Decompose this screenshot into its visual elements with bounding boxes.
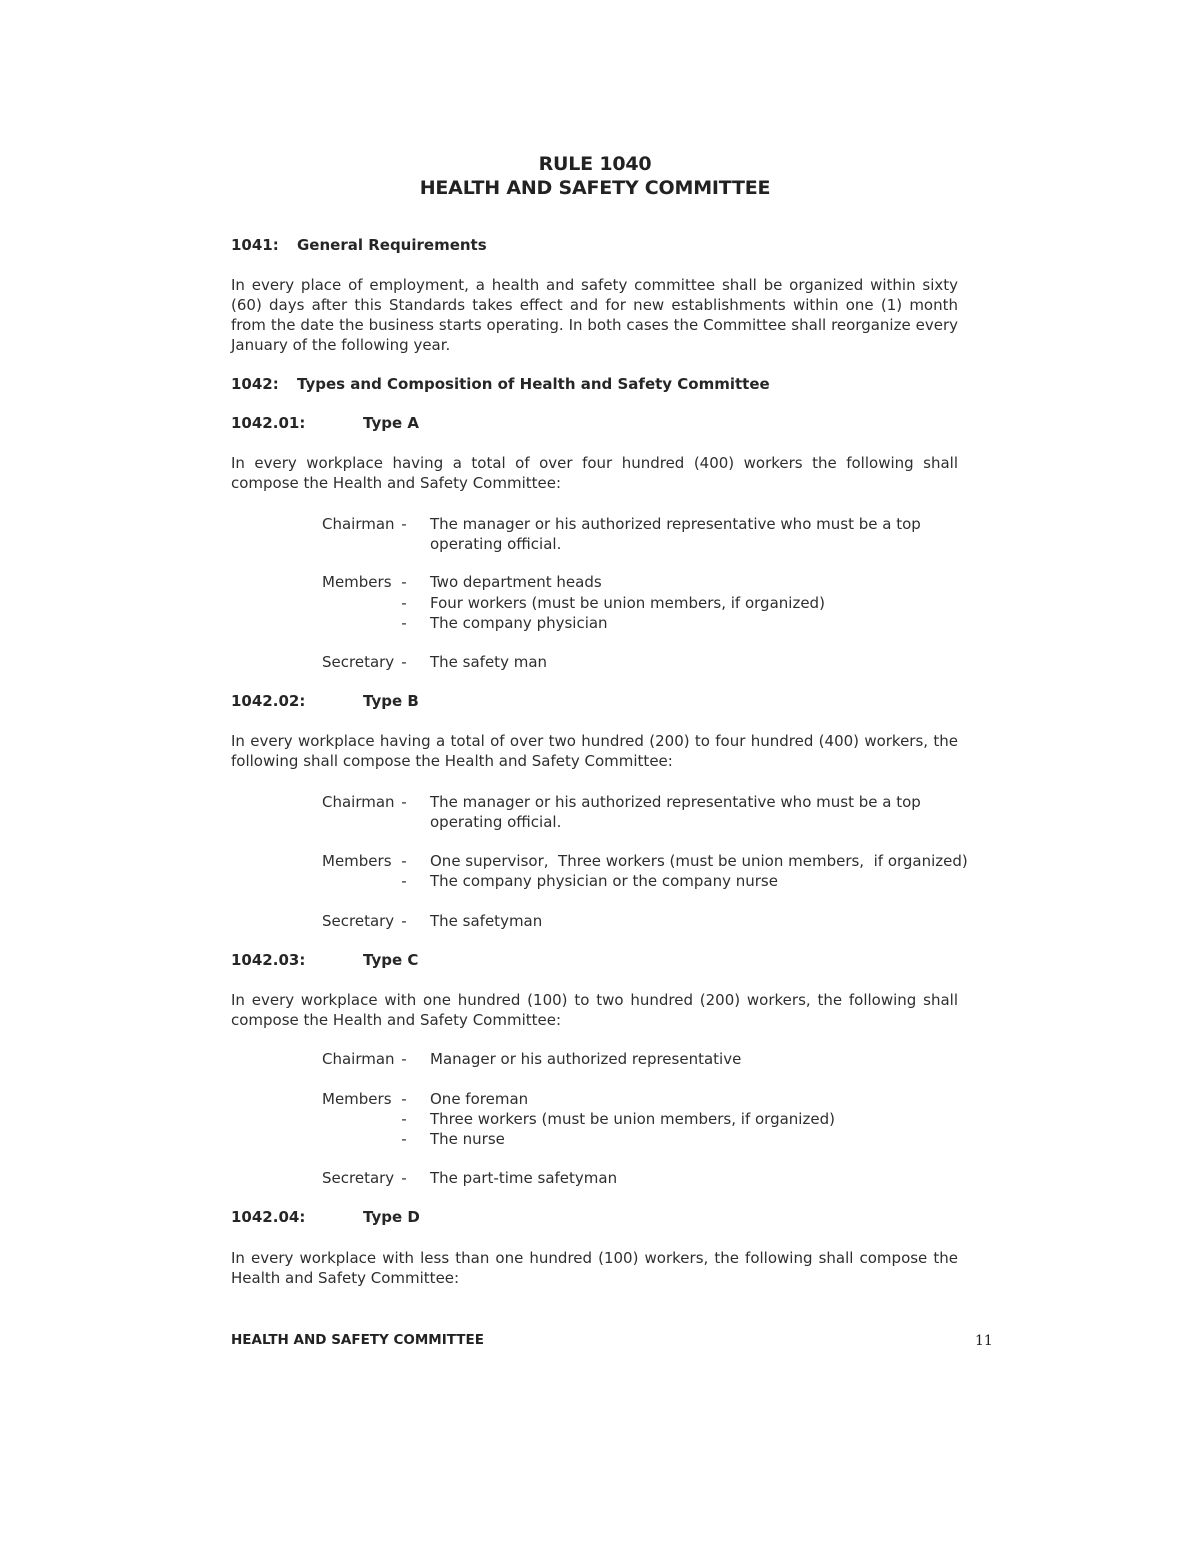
type-a-heading bbox=[231, 414, 419, 432]
dash: - bbox=[401, 594, 407, 612]
dash: - bbox=[401, 793, 407, 811]
role-label: Members bbox=[322, 573, 392, 591]
dash: - bbox=[401, 573, 407, 591]
page-number: 11 bbox=[975, 1333, 993, 1349]
role-label: Members bbox=[322, 1090, 392, 1108]
role-label: Secretary bbox=[322, 1169, 395, 1187]
dash: - bbox=[401, 852, 407, 870]
section-number: 1041: bbox=[231, 236, 279, 254]
dash: - bbox=[401, 653, 407, 671]
subsection-number: 1042.03: bbox=[231, 951, 306, 969]
role-label: Chairman bbox=[322, 515, 395, 533]
role-description: The manager or his authorized representative who must be a top operating official. bbox=[430, 793, 921, 831]
section-label: General Requirements bbox=[297, 236, 487, 254]
section-1041-paragraph: In every place of employment, a health and safety committee shall be organized within sixty (60) days after this Standards takes effect and for new establishments within one (1) month from the date the business starts operating. In both cases the Committee shall reorganize every January of the following year. bbox=[231, 276, 958, 354]
section-1041-heading bbox=[231, 236, 487, 254]
member-item: The nurse bbox=[430, 1130, 505, 1148]
subsection-number: 1042.04: bbox=[231, 1208, 306, 1226]
member-item: The company physician bbox=[430, 614, 608, 632]
member-item: Four workers (must be union members, if organized) bbox=[430, 594, 825, 612]
type-c-heading bbox=[231, 951, 419, 969]
role-description: The part-time safetyman bbox=[430, 1169, 618, 1187]
role-description: The safety man bbox=[430, 653, 548, 671]
type-b-heading bbox=[231, 692, 419, 710]
dash: - bbox=[401, 1169, 407, 1187]
dash: - bbox=[401, 1050, 407, 1068]
dash: - bbox=[401, 614, 407, 632]
member-item: Two department heads bbox=[430, 573, 602, 591]
role-description: The manager or his authorized representative who must be a top operating official. bbox=[430, 515, 921, 553]
type-d-heading bbox=[231, 1208, 420, 1226]
section-1042-heading bbox=[231, 375, 770, 393]
dash: - bbox=[401, 515, 407, 533]
subsection-label: Type B bbox=[363, 692, 419, 710]
role-label: Chairman bbox=[322, 793, 395, 811]
member-item: One supervisor, Three workers (must be union members, if organized) bbox=[430, 852, 968, 870]
subsection-label: Type D bbox=[363, 1208, 420, 1226]
rule-number-title: RULE 1040 bbox=[538, 153, 652, 175]
dash: - bbox=[401, 1130, 407, 1148]
dash: - bbox=[401, 872, 407, 890]
dash: - bbox=[401, 1090, 407, 1108]
subsection-number: 1042.01: bbox=[231, 414, 306, 432]
rule-heading-title: HEALTH AND SAFETY COMMITTEE bbox=[419, 177, 771, 199]
footer-title: HEALTH AND SAFETY COMMITTEE bbox=[231, 1332, 484, 1348]
member-item: The company physician or the company nurse bbox=[430, 872, 778, 890]
subsection-number: 1042.02: bbox=[231, 692, 306, 710]
type-a-paragraph: In every workplace having a total of over four hundred (400) workers the following shall compose the Health and Safety Committee: bbox=[231, 454, 958, 492]
role-label: Secretary bbox=[322, 912, 395, 930]
role-description: Manager or his authorized representative bbox=[430, 1050, 742, 1068]
role-description: The safetyman bbox=[430, 912, 543, 930]
section-number: 1042: bbox=[231, 375, 279, 393]
type-d-paragraph: In every workplace with less than one hundred (100) workers, the following shall compose the Health and Safety Committee: bbox=[231, 1249, 958, 1287]
subsection-label: Type A bbox=[363, 414, 419, 432]
type-c-paragraph: In every workplace with one hundred (100) to two hundred (200) workers, the following shall compose the Health and Safety Committee: bbox=[231, 991, 958, 1029]
role-label: Chairman bbox=[322, 1050, 395, 1068]
dash: - bbox=[401, 912, 407, 930]
section-label: Types and Composition of Health and Safety Committee bbox=[297, 375, 770, 393]
role-label: Secretary bbox=[322, 653, 395, 671]
member-item: One foreman bbox=[430, 1090, 529, 1108]
type-b-paragraph: In every workplace having a total of over two hundred (200) to four hundred (400) workers, the following shall compose the Health and Safety Committee: bbox=[231, 732, 958, 770]
subsection-label: Type C bbox=[363, 951, 419, 969]
role-label: Members bbox=[322, 852, 392, 870]
member-item: Three workers (must be union members, if organized) bbox=[430, 1110, 835, 1128]
dash: - bbox=[401, 1110, 407, 1128]
